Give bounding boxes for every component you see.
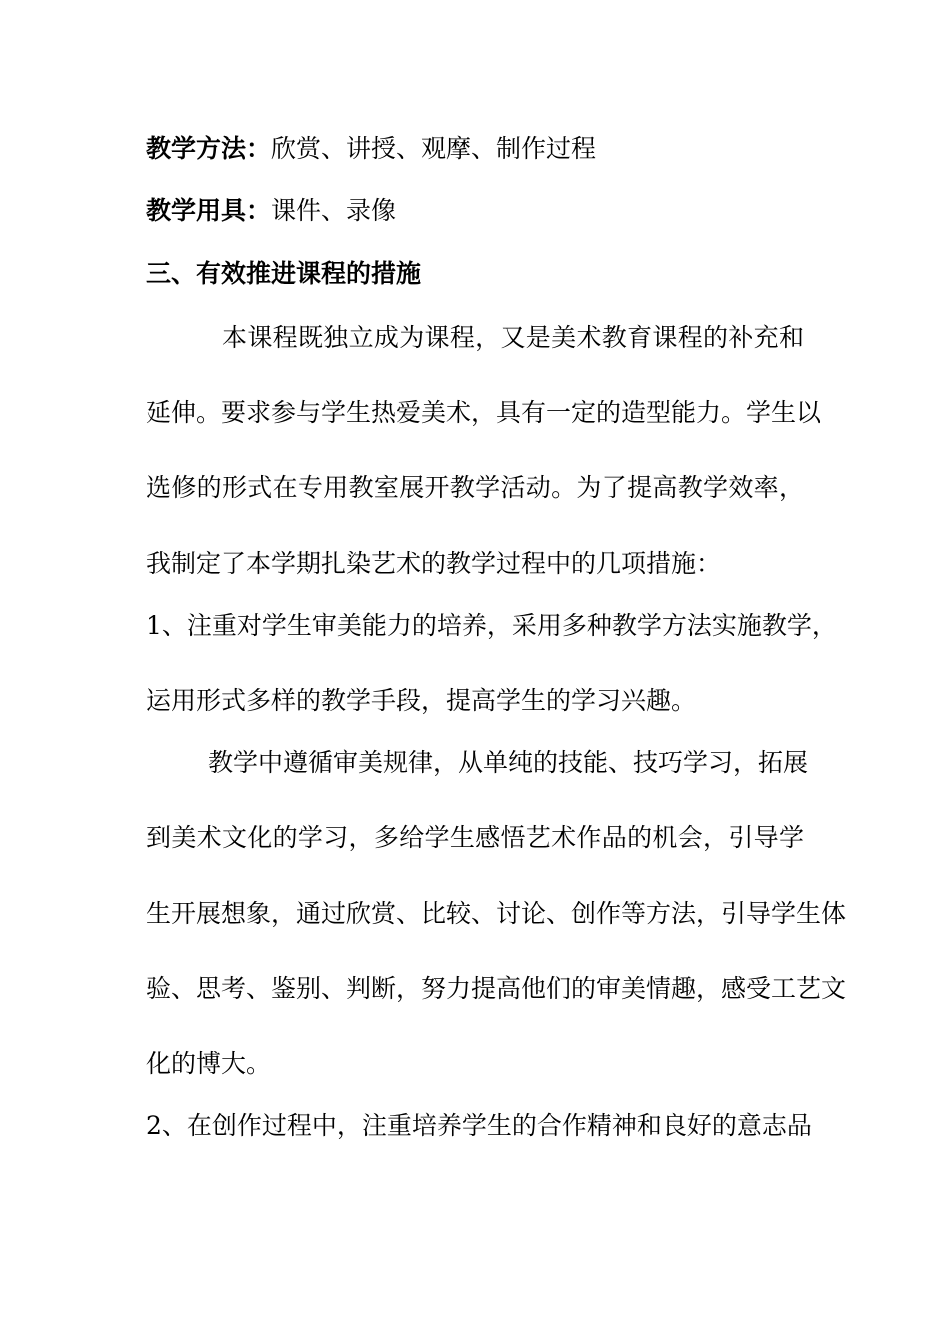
teaching-tools-value: 课件、录像 (271, 196, 397, 225)
item1-line-2: 运用形式多样的教学手段，提高学生的学习兴趣。 (146, 686, 697, 715)
teaching-method-value: 欣赏、讲授、观摩、制作过程 (271, 134, 597, 163)
item2-line-1: 2、在创作过程中，注重培养学生的合作精神和良好的意志品 (146, 1111, 812, 1140)
intro-paragraph-line-3: 选修的形式在专用教室展开教学活动。为了提高教学效率， (146, 473, 804, 502)
intro-paragraph-line-2: 延伸。要求参与学生热爱美术，具有一定的造型能力。学生以 (146, 398, 822, 427)
teaching-method-line (146, 133, 826, 165)
item1-paragraph-line-3: 生开展想象，通过欣赏、比较、讨论、创作等方法，引导学生体 (146, 899, 847, 928)
item1-paragraph-line-2: 到美术文化的学习，多给学生感悟艺术作品的机会，引导学 (146, 823, 804, 852)
teaching-method-label: 教学方法： (146, 134, 272, 163)
section-heading: 三、有效推进课程的措施 (146, 259, 422, 288)
teaching-tools-line (146, 195, 826, 227)
item1-line-1: 1、注重对学生审美能力的培养，采用多种教学方法实施教学， (146, 611, 837, 640)
item1-paragraph-line-4: 验、思考、鉴别、判断，努力提高他们的审美情趣，感受工艺文 (146, 974, 847, 1003)
item1-paragraph-line-5: 化的博大。 (146, 1049, 272, 1078)
item1-paragraph-line-1: 教学中遵循审美规律，从单纯的技能、技巧学习，拓展 (208, 748, 809, 777)
intro-paragraph-line-1: 本课程既独立成为课程，又是美术教育课程的补充和 (222, 323, 804, 352)
intro-paragraph-line-4: 我制定了本学期扎染艺术的教学过程中的几项措施： (146, 549, 722, 578)
teaching-tools-label: 教学用具： (146, 196, 272, 225)
